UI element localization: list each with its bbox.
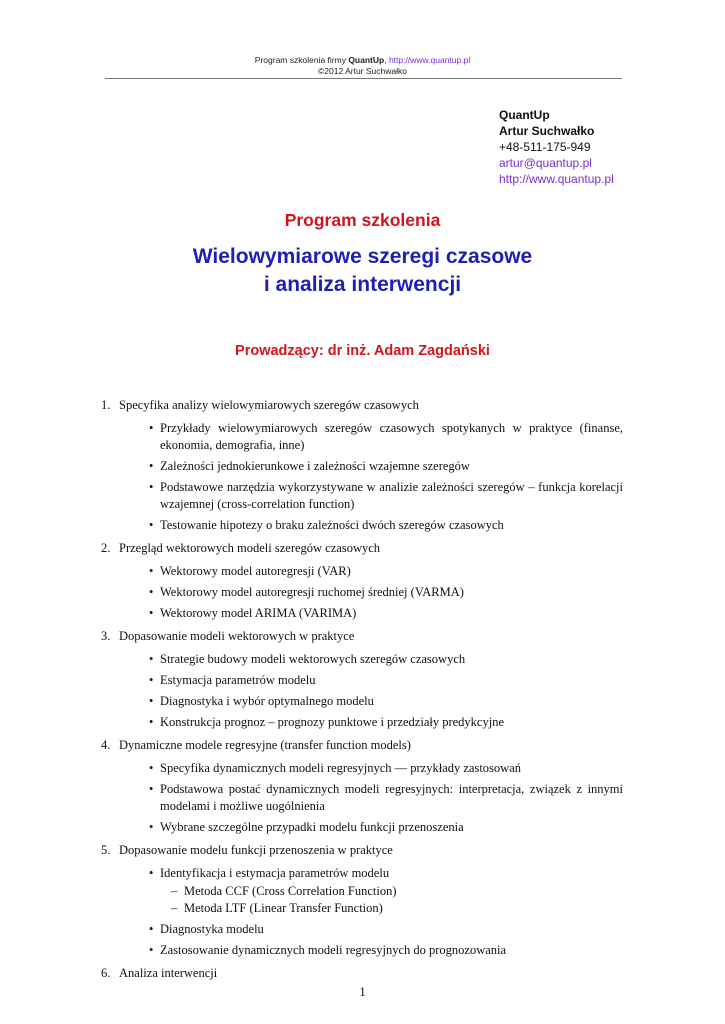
header-rule bbox=[105, 78, 622, 79]
list-item bbox=[119, 584, 623, 601]
section-number: 1. bbox=[101, 398, 111, 412]
section-number: 5. bbox=[101, 843, 111, 857]
list-item bbox=[119, 760, 623, 777]
list-item bbox=[119, 420, 623, 454]
contact-phone: +48-511-175-949 bbox=[499, 140, 591, 154]
header-copyright: ©2012 Artur Suchwałko bbox=[318, 66, 407, 76]
course-outline bbox=[103, 397, 623, 988]
list-item-text: Estymacja parametrów modelu bbox=[160, 673, 316, 687]
section-title: Analiza interwencji bbox=[119, 966, 218, 980]
list-item bbox=[119, 563, 623, 580]
section-title: Przegląd wektorowych modeli szeregów czasowych bbox=[119, 541, 381, 555]
bullet-icon: • bbox=[149, 585, 154, 599]
outline-section bbox=[103, 737, 623, 836]
list-item bbox=[119, 605, 623, 622]
bullet-icon: • bbox=[149, 922, 154, 936]
bullet-icon: • bbox=[149, 761, 154, 775]
list-item-text: Przykłady wielowymiarowych szeregów czasowych spotykanych w praktyce (finanse, ekonomia, demografia, inne) bbox=[160, 421, 623, 452]
list-item bbox=[119, 819, 623, 836]
header-prefix: Program szkolenia firmy bbox=[254, 55, 349, 65]
list-item-text: Specyfika dynamicznych modeli regresyjnych — przykłady zastosowań bbox=[160, 761, 521, 775]
list-item bbox=[119, 942, 623, 959]
outline-section bbox=[103, 965, 623, 982]
header-company: QuantUp bbox=[348, 55, 385, 65]
list-item-text: Strategie budowy modeli wektorowych szeregów czasowych bbox=[160, 652, 466, 666]
dash-icon: – bbox=[171, 901, 178, 915]
contact-block bbox=[499, 107, 614, 187]
sub-list bbox=[160, 883, 623, 917]
list-item-text: Zależności jednokierunkowe i zależności wzajemne szeregów bbox=[160, 459, 470, 473]
list-item bbox=[119, 693, 623, 710]
list-item bbox=[119, 921, 623, 938]
bullet-icon: • bbox=[149, 820, 154, 834]
bullet-icon: • bbox=[149, 943, 154, 957]
document-title bbox=[0, 243, 725, 299]
header-line-1 bbox=[0, 55, 725, 66]
list-item bbox=[119, 651, 623, 668]
list-item-text: Testowanie hipotezy o braku zależności dwóch szeregów czasowych bbox=[160, 518, 504, 532]
page-header bbox=[0, 55, 725, 77]
list-item-text: Podstawowa postać dynamicznych modeli regresyjnych: interpretacja, związek z innymi modelami i możliwe uogólnienia bbox=[160, 782, 623, 813]
list-item bbox=[119, 865, 623, 917]
contact-person: Artur Suchwałko bbox=[499, 124, 595, 138]
bullet-icon: • bbox=[149, 694, 154, 708]
bullet-icon: • bbox=[149, 673, 154, 687]
section-number: 6. bbox=[101, 966, 111, 980]
list-item-text: Wektorowy model autoregresji (VAR) bbox=[160, 564, 351, 578]
section-number: 4. bbox=[101, 738, 111, 752]
list-item-text: Zastosowanie dynamicznych modeli regresyjnych do prognozowania bbox=[160, 943, 507, 957]
bullet-icon: • bbox=[149, 652, 154, 666]
list-item bbox=[119, 458, 623, 475]
outline-section bbox=[103, 628, 623, 731]
contact-website-link[interactable]: http://www.quantup.pl bbox=[499, 172, 614, 186]
section-title: Dopasowanie modelu funkcji przenoszenia w praktyce bbox=[119, 843, 393, 857]
list-item bbox=[119, 672, 623, 689]
section-title: Specyfika analizy wielowymiarowych szeregów czasowych bbox=[119, 398, 419, 412]
list-item-text: Podstawowe narzędzia wykorzystywane w analizie zależności szeregów – funkcja korelacji wzajemnej (cross-correlation function) bbox=[160, 480, 623, 511]
sub-list-item bbox=[160, 900, 623, 917]
bullet-icon: • bbox=[149, 782, 154, 796]
page-number: 1 bbox=[359, 985, 366, 999]
list-item bbox=[119, 714, 623, 731]
document-label: Program szkolenia bbox=[284, 210, 441, 230]
list-item-text: Wektorowy model autoregresji ruchomej średniej (VARMA) bbox=[160, 585, 464, 599]
section-number: 2. bbox=[101, 541, 111, 555]
list-item-text: Identyfikacja i estymacja parametrów modelu bbox=[160, 866, 390, 880]
outline-section bbox=[103, 540, 623, 622]
outline-section bbox=[103, 842, 623, 959]
list-item-text: Wybrane szczególne przypadki modelu funkcji przenoszenia bbox=[160, 820, 464, 834]
dash-icon: – bbox=[171, 884, 178, 898]
bullet-icon: • bbox=[149, 518, 154, 532]
list-item bbox=[119, 781, 623, 815]
list-item-text: Konstrukcja prognoz – prognozy punktowe i przedziały predykcyjne bbox=[160, 715, 504, 729]
bullet-icon: • bbox=[149, 459, 154, 473]
section-number: 3. bbox=[101, 629, 111, 643]
list-item-text: Diagnostyka i wybór optymalnego modelu bbox=[160, 694, 374, 708]
list-item bbox=[119, 479, 623, 513]
contact-email-link[interactable]: artur@quantup.pl bbox=[499, 156, 592, 170]
bullet-icon: • bbox=[149, 606, 154, 620]
list-item bbox=[119, 517, 623, 534]
outline-section bbox=[103, 397, 623, 534]
list-item-text: Diagnostyka modelu bbox=[160, 922, 264, 936]
instructor: Prowadzący: dr inż. Adam Zagdański bbox=[235, 343, 490, 359]
sub-list-item-text: Metoda CCF (Cross Correlation Function) bbox=[184, 884, 397, 898]
section-title: Dopasowanie modeli wektorowych w praktyce bbox=[119, 629, 355, 643]
contact-company: QuantUp bbox=[499, 108, 550, 122]
sub-list-item bbox=[160, 883, 623, 900]
bullet-icon: • bbox=[149, 421, 154, 435]
bullet-icon: • bbox=[149, 715, 154, 729]
bullet-icon: • bbox=[149, 480, 154, 494]
bullet-icon: • bbox=[149, 866, 154, 880]
header-separator: , bbox=[384, 55, 389, 65]
title-line-1: Wielowymiarowe szeregi czasowe bbox=[192, 245, 533, 268]
sub-list-item-text: Metoda LTF (Linear Transfer Function) bbox=[184, 901, 383, 915]
bullet-icon: • bbox=[149, 564, 154, 578]
list-item-text: Wektorowy model ARIMA (VARIMA) bbox=[160, 606, 357, 620]
header-url-link[interactable]: http://www.quantup.pl bbox=[388, 55, 471, 65]
section-title: Dynamiczne modele regresyjne (transfer function models) bbox=[119, 738, 411, 752]
title-line-2: i analiza interwencji bbox=[263, 273, 462, 296]
